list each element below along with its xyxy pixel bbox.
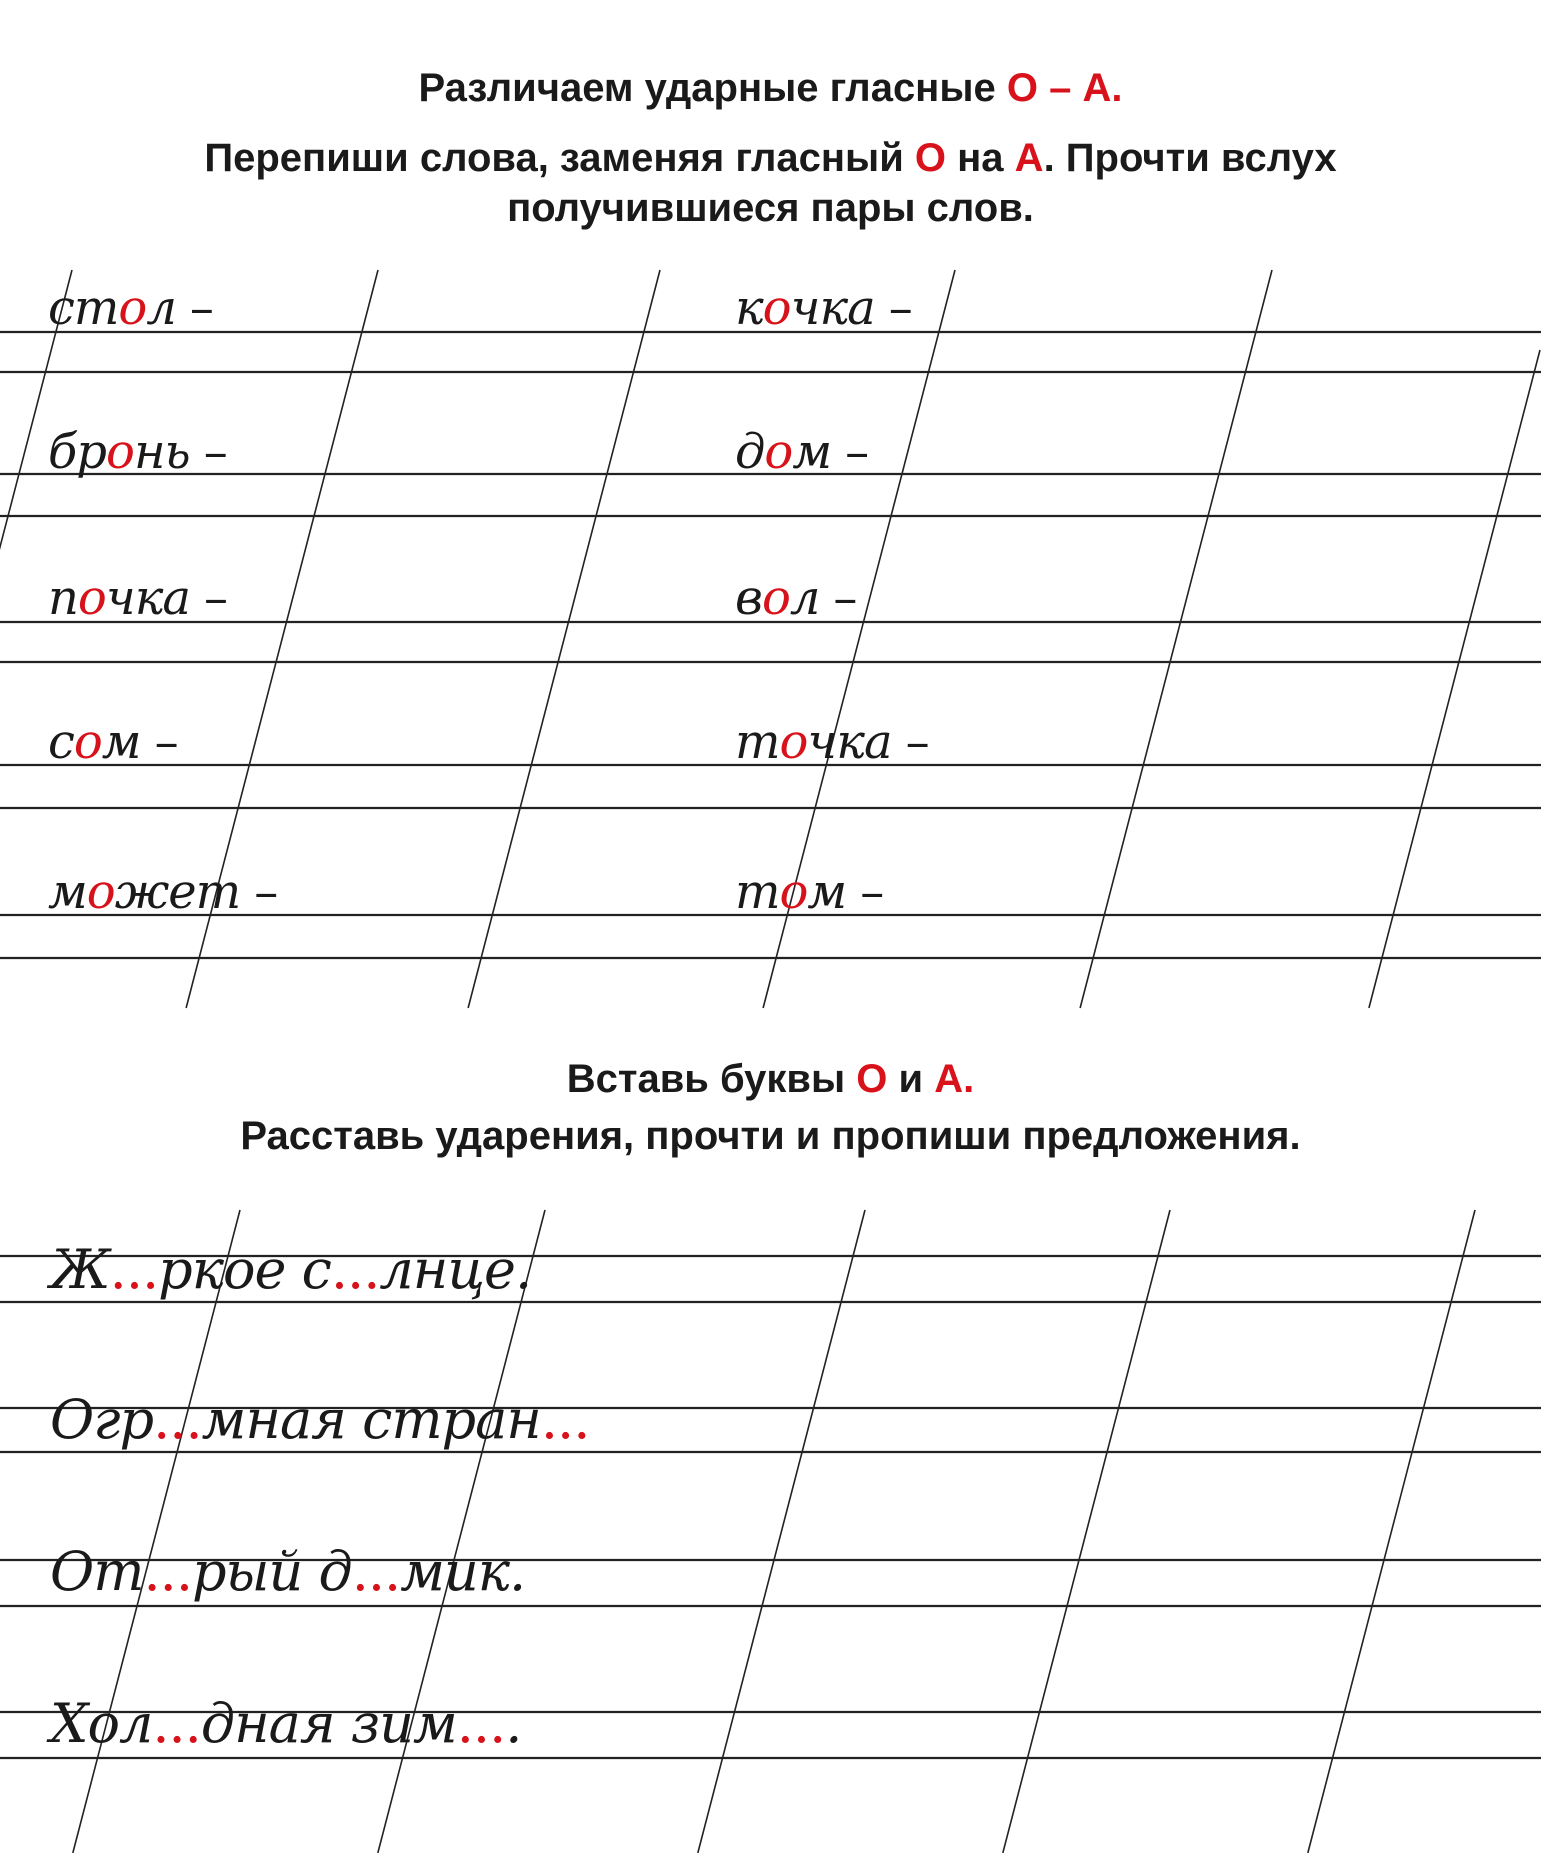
stressed-vowel: о	[77, 570, 106, 626]
stressed-vowel: о	[779, 714, 808, 770]
sentence-4: Хол...дная зим....	[50, 1692, 522, 1755]
word-left-5: может –	[48, 864, 278, 920]
word-right-2: дом –	[735, 424, 869, 480]
slant-line	[1080, 270, 1272, 1008]
section2-instruction: Расставь ударения, прочти и пропиши предложения.	[240, 1114, 1301, 1158]
sentence-2: Огр...мная стран...	[50, 1388, 590, 1451]
sentence-1: Ж...ркое с...лнце.	[50, 1238, 532, 1301]
word-right-5: том –	[735, 864, 884, 920]
section1-instruction: Перепиши слова, заменяя гласный О на А. Прочти вслух	[204, 136, 1337, 180]
slant-line	[1369, 350, 1540, 1008]
word-right-3: вол –	[735, 570, 857, 626]
slant-line	[73, 1210, 240, 1853]
word-left-2: бронь –	[48, 424, 227, 480]
word-left-1: стол –	[48, 280, 213, 336]
stressed-vowel: о	[73, 714, 102, 770]
missing-letter-gap: ...	[143, 1540, 192, 1603]
stressed-vowel: о	[118, 280, 147, 336]
stressed-vowel: о	[106, 424, 134, 480]
missing-letter-gap: ...	[456, 1692, 506, 1755]
word-right-4: точка –	[735, 714, 929, 770]
slant-line	[1003, 1210, 1170, 1853]
missing-letter-gap: ...	[153, 1388, 202, 1451]
stressed-vowel: о	[761, 570, 790, 626]
missing-letter-gap: ...	[109, 1238, 159, 1301]
slant-line	[468, 270, 660, 1008]
word-left-4: сом –	[48, 714, 178, 770]
slant-line	[378, 1210, 545, 1853]
slant-line	[1308, 1210, 1475, 1853]
sentence-3: От...рый д...мик.	[50, 1540, 526, 1603]
stressed-vowel: о	[779, 864, 808, 920]
section1-instruction-line2: получившиеся пары слов.	[507, 186, 1034, 230]
section2-title: Вставь буквы О и А.	[566, 1057, 975, 1101]
slant-line	[698, 1210, 865, 1853]
stressed-vowel: о	[86, 864, 115, 920]
word-right-1: кочка –	[735, 280, 912, 336]
word-left-3: почка –	[48, 570, 227, 626]
missing-letter-gap: ...	[540, 1388, 590, 1451]
missing-letter-gap: ...	[351, 1540, 401, 1603]
missing-letter-gap: ...	[152, 1692, 201, 1755]
missing-letter-gap: ...	[330, 1238, 380, 1301]
section1-title: Различаем ударные гласные О – А.	[418, 66, 1123, 110]
stressed-vowel: о	[764, 424, 793, 480]
stressed-vowel: о	[762, 280, 791, 336]
